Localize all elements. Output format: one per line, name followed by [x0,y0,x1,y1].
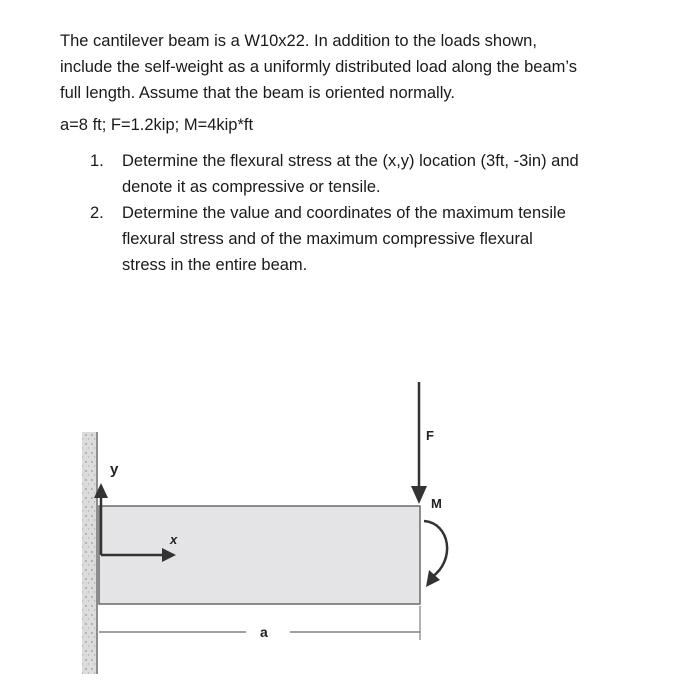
wall-support [82,432,98,674]
x-axis-label: x [170,532,178,547]
task-text: Determine the value and coordinates of the maximum tensile flexural stress and of the maximum compressive flexural stress in the entire beam. [122,204,566,274]
force-arrowhead [411,486,427,504]
moment-arrow [424,521,447,577]
moment-label: M [431,496,442,511]
length-label: a [260,624,268,640]
task-text: Determine the flexural stress at the (x,y) location (3ft, -3in) and denote it as compressive or tensile. [122,152,579,196]
problem-parameters: a=8 ft; F=1.2kip; M=4kip*ft [60,116,254,134]
task-number: 2. [90,204,104,222]
y-axis-label: y [110,461,119,478]
task-number: 1. [90,152,104,170]
problem-intro: The cantilever beam is a W10x22. In addition to the loads shown, include the self-weight as a uniformly distributed load along the beam’s full length. Assume that the beam is oriented normally. [60,32,577,102]
force-label: F [426,428,434,443]
